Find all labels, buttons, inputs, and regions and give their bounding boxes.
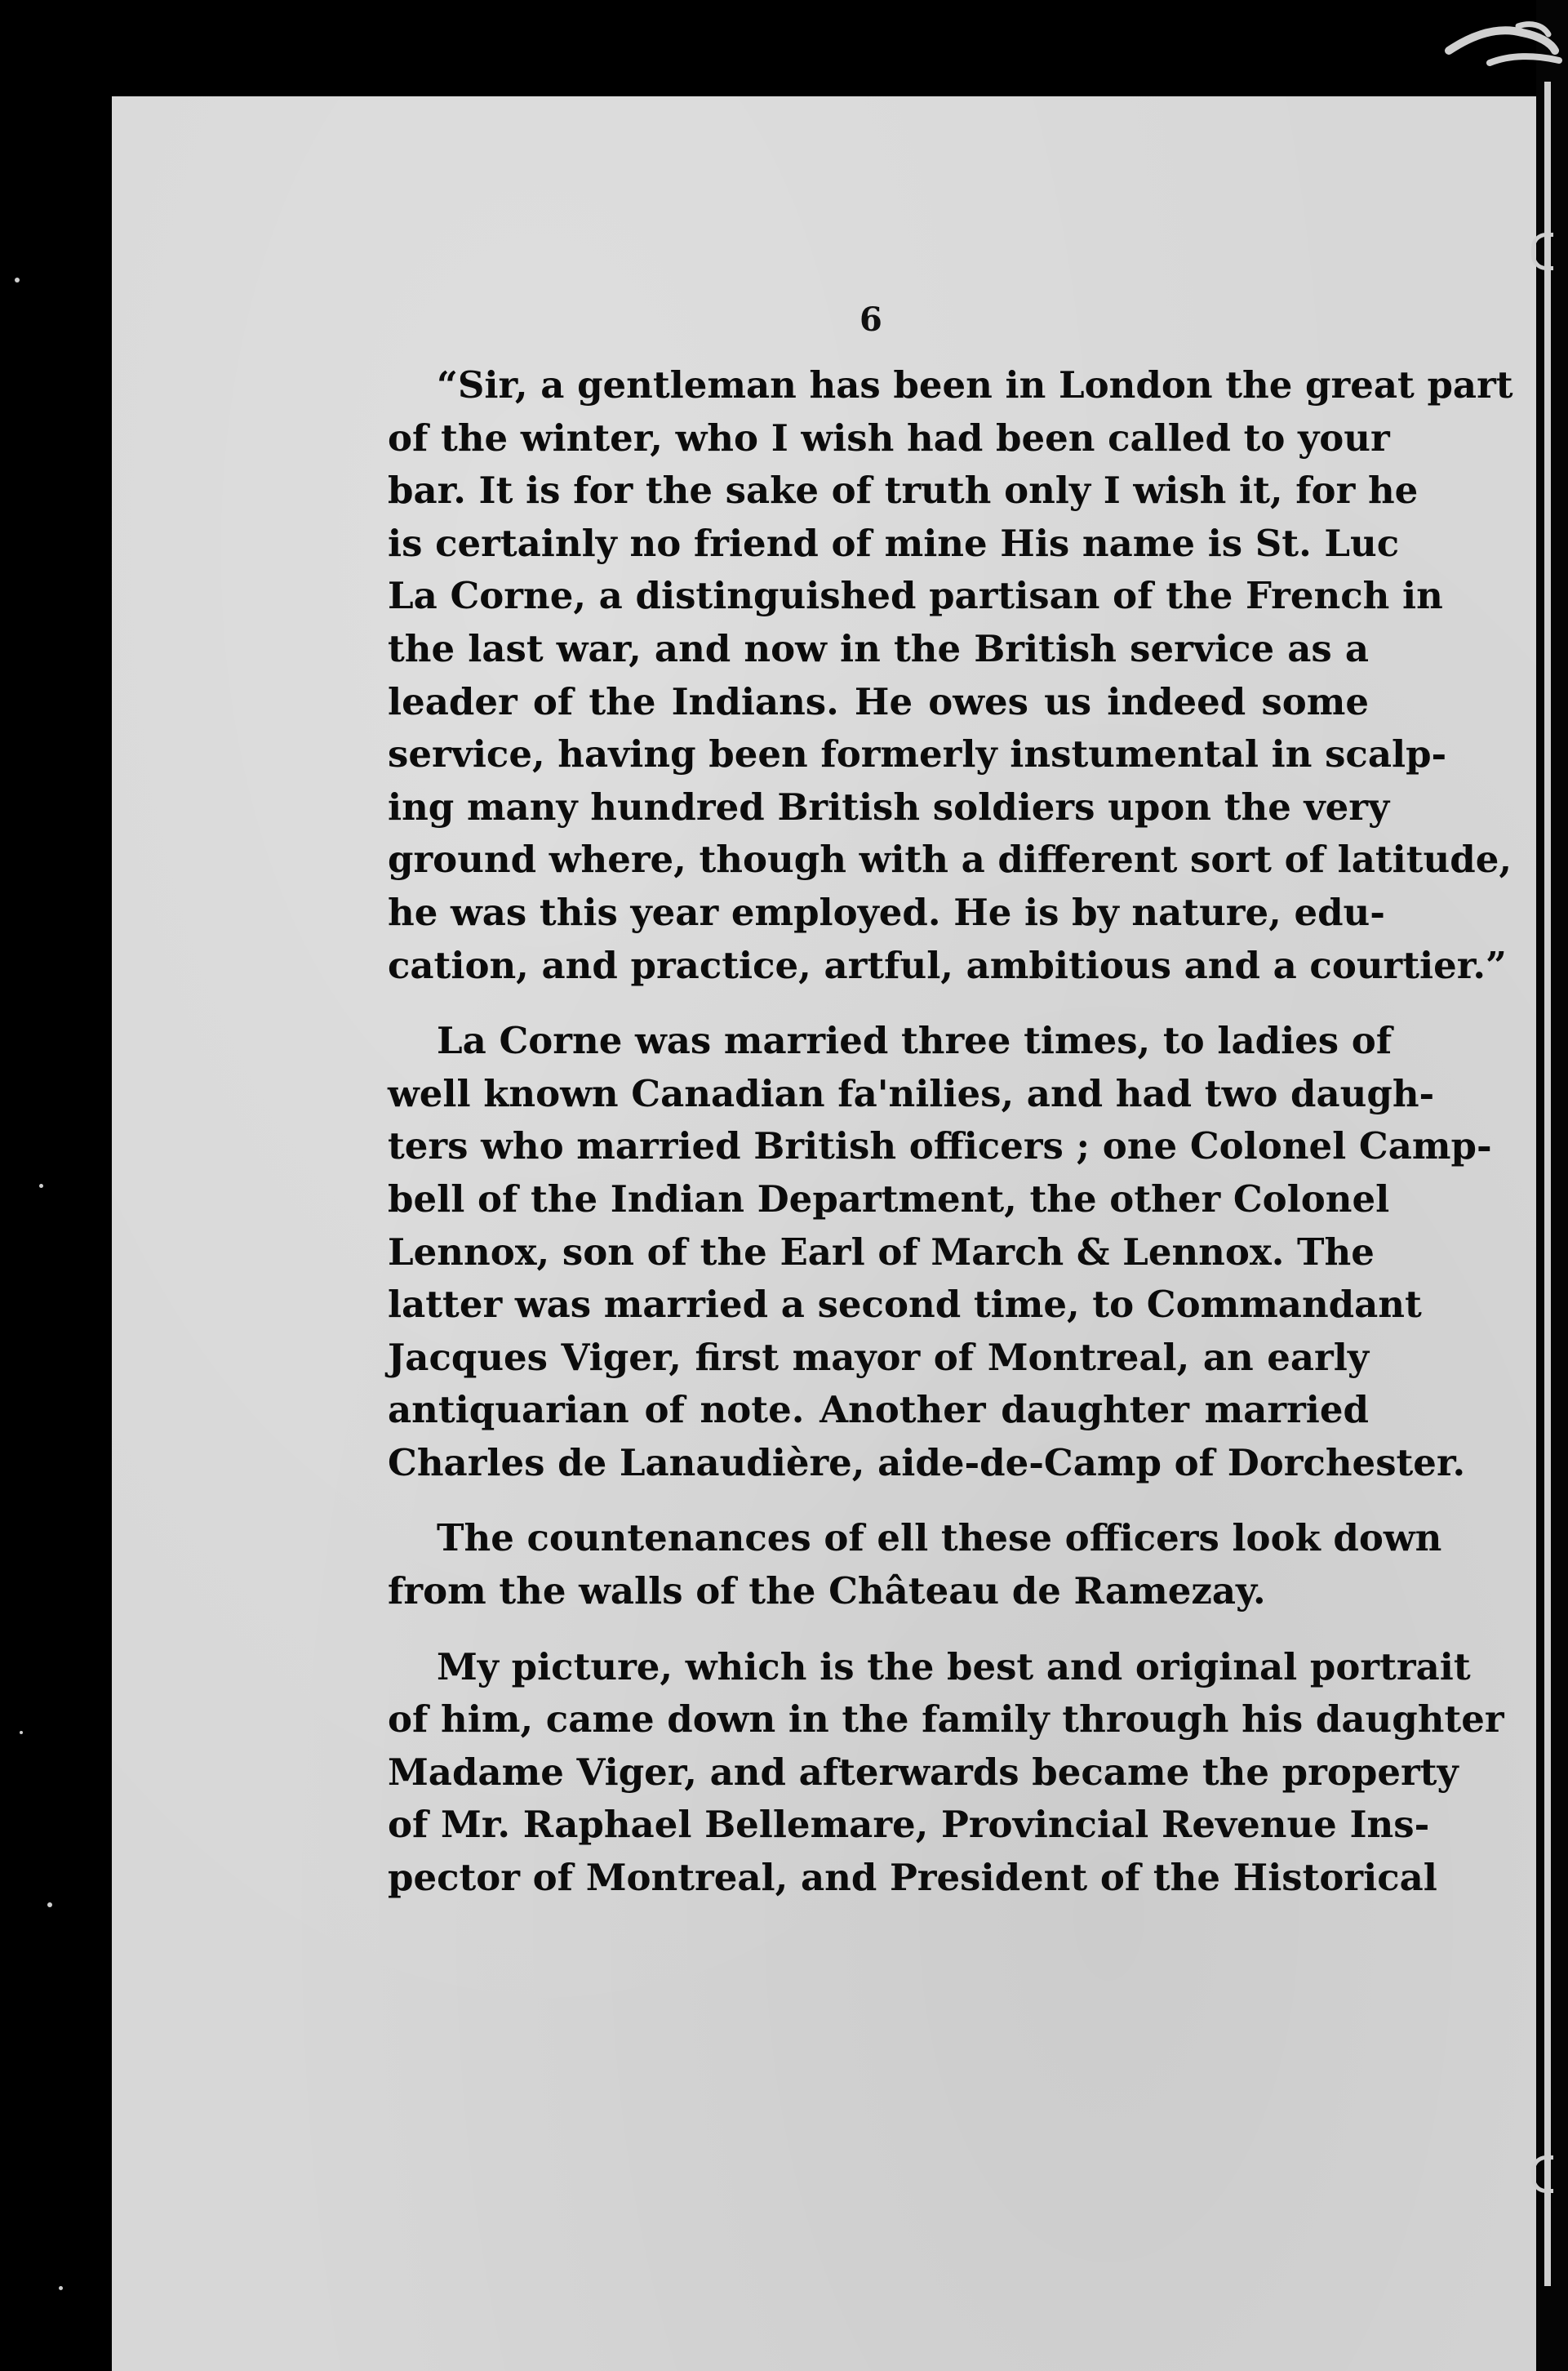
text-line: he was this year employed. He is by nature, edu- [388,890,1385,934]
text-line: ground where, though with a different sort of latitude, [388,838,1512,882]
text-line: bell of the Indian Department, the other Colonel [388,1177,1390,1221]
text-line: well known Canadian fa'nilies, and had two daugh- [388,1071,1435,1115]
binding-hook-bottom [1531,2155,1553,2193]
text-line: Madame Viger, and afterwards became the property [388,1750,1459,1794]
text-line: La Corne, a distinguished partisan of the French in [388,574,1443,618]
binding-hook-top [1531,233,1553,270]
scan-speck [39,1184,43,1188]
text-line: from the walls of the Château de Ramezay. [388,1569,1266,1613]
scan-speck [20,1731,23,1734]
text-line: antiquarian of note. Another daughter married [388,1388,1369,1432]
text-line: cation, and practice, artful, ambitious and a courtier.” [388,943,1507,987]
binding-line [1544,82,1551,2286]
text-line: service, having been formerly instumental in scalp- [388,732,1447,776]
paragraph [388,1512,1442,1617]
text-line: ters who married British officers ; one Colonel Camp- [388,1124,1492,1168]
scan-speck [59,2286,63,2290]
text-line: Lennox, son of the Earl of March & Lennox. The [388,1230,1375,1274]
body-text [388,359,1513,1905]
corner-scribble-mark [1441,18,1563,75]
text-line: pector of Montreal, and President of the Historical [388,1856,1437,1900]
text-line: My picture, which is the best and original portrait [437,1644,1471,1688]
binding-edge [1536,0,1568,2371]
text-line: Jacques Viger, first mayor of Montreal, an early [388,1335,1369,1379]
text-line: of the winter, who I wish had been called to your [388,416,1390,460]
text-line: leader of the Indians. He owes us indeed some [388,679,1369,723]
text-line: ing many hundred British soldiers upon the very [388,785,1390,829]
scan-speck [47,1902,52,1907]
text-line: La Corne was married three times, to ladies of [437,1019,1393,1063]
paragraph-gap [388,1618,1369,1641]
text-line: latter was married a second time, to Commandant [388,1283,1422,1327]
paragraph [388,359,1513,992]
text-line: of him, came down in the family through his daughter [388,1697,1504,1742]
paragraph [388,1015,1492,1489]
text-line: is certainly no friend of mine His name is St. Luc [388,521,1400,565]
text-line: bar. It is for the sake of truth only I wish it, for he [388,469,1419,513]
page-number: 6 [860,300,882,339]
text-line: the last war, and now in the British service as a [388,626,1369,670]
text-line: “Sir, a gentleman has been in London the great part [437,363,1513,407]
text-line: The countenances of ell these officers look down [437,1516,1442,1560]
paragraph-gap [388,1489,1369,1512]
paragraph [388,1641,1504,1905]
paragraph-gap [388,992,1369,1015]
text-line: of Mr. Raphael Bellemare, Provincial Revenue Ins- [388,1803,1430,1847]
scan-speck [15,278,20,282]
text-line: Charles de Lanaudière, aide-de-Camp of Dorchester. [388,1440,1466,1484]
